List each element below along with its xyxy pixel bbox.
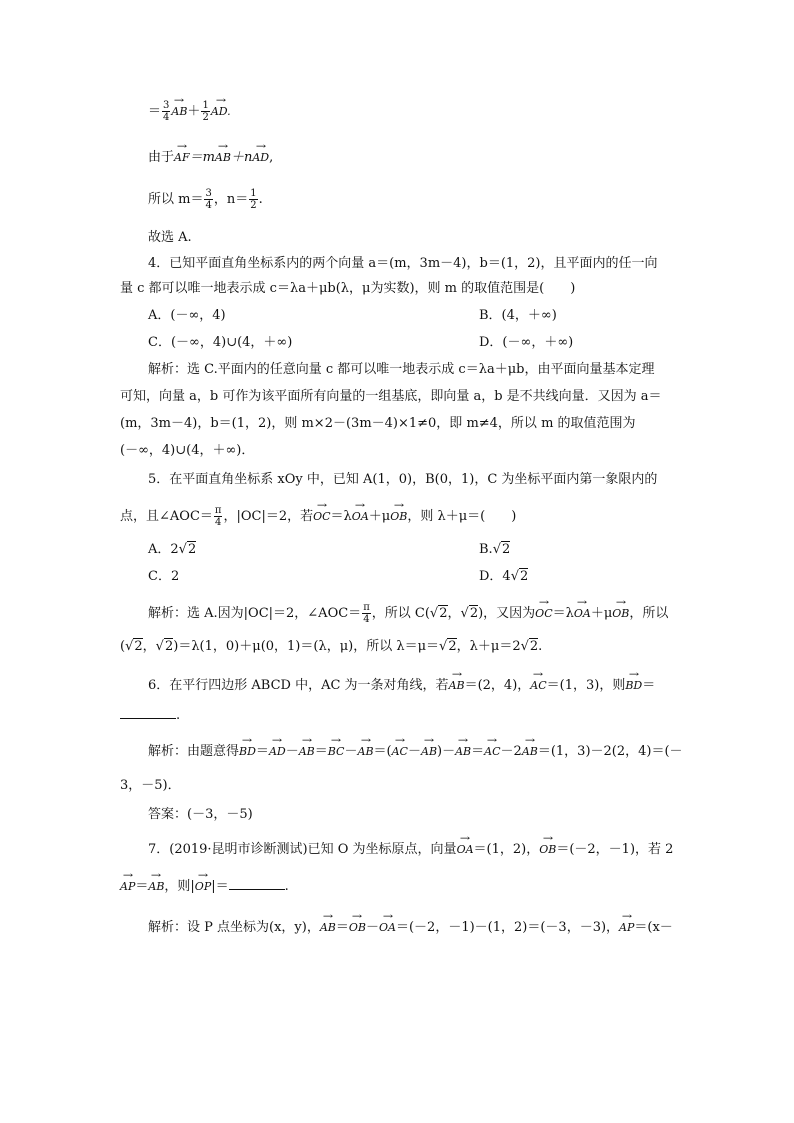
vector: → OA bbox=[352, 507, 369, 527]
q4-option-c: C．(－∞，4)∪(4，＋∞) bbox=[148, 335, 293, 350]
q7-solution-1: 解析：设 P 点坐标为(x，y)，→ AB＝→ OB－→ OA＝(－2，－1)－(1，2)＝(－3，－3)，→ AP＝(x－ bbox=[148, 918, 673, 938]
vector: → OA bbox=[457, 840, 474, 860]
q6-answer: 答案：(－3，－5) bbox=[148, 807, 253, 822]
q6-solution-2: 3，－5)． bbox=[120, 778, 181, 793]
q7-stem-2: → AP＝→ AB，则|→ OP|＝ . bbox=[120, 877, 289, 897]
choice-line: 故选 A. bbox=[148, 230, 192, 245]
text: ＋ bbox=[187, 104, 201, 119]
eq-line-2 bbox=[148, 148, 273, 168]
fraction: $\frac{1}{2}$ bbox=[202, 100, 209, 123]
vector: → BD bbox=[239, 742, 256, 762]
q4-solution-1: 解析：选 C.平面内的任意向量 c 都可以唯一地表示成 c＝λa＋μb，由平面向量基本定理 bbox=[148, 362, 655, 377]
q4-option-b: B．(4，＋∞) bbox=[479, 308, 557, 323]
q5-solution-1: 解析：选 A.因为|OC|＝2，∠AOC＝ $\frac{\pi}{4}$ ，所以 C(√2，√2)，又因为→ OC＝λ→ OA＋μ→ OB，所以 bbox=[148, 602, 668, 625]
q4-stem-1: 4．已知平面直角坐标系内的两个向量 a＝(m，3m－4)，b＝(1，2)，且平面内的任一向 bbox=[148, 256, 658, 271]
vector: → OB bbox=[612, 604, 629, 624]
vector: → AB bbox=[522, 742, 538, 762]
fraction: $\frac{1}{2}$ bbox=[250, 188, 257, 211]
q5-stem-2 bbox=[120, 505, 516, 528]
q6-stem-1: 6．在平行四边形 ABCD 中，AC 为一条对角线，若→ AB＝(2，4)，→ AC＝(1，3)，则→ BD＝ bbox=[148, 676, 655, 696]
vector: → AB bbox=[455, 742, 471, 762]
vector: → AD bbox=[252, 148, 269, 168]
text: . bbox=[258, 192, 263, 207]
text: ＝ bbox=[148, 104, 162, 119]
q5-solution-2: (√2，√2)＝λ(1，0)＋μ(0，1)＝(λ，μ)，所以 λ＝μ＝√2，λ＋μ＝2√2. bbox=[120, 639, 543, 654]
q4-solution-3: (m，3m－4)，b＝(1，2)，则 m×2－(3m－4)×1≠0，即 m≠4，所以 m 的取值范围为 bbox=[120, 416, 636, 431]
text: 点，且∠AOC＝ bbox=[120, 509, 213, 524]
q7-stem-1: 7．(2019·昆明市诊断测试)已知 O 为坐标原点，向量→ OA＝(1，2)，→ OB＝(－2，－1)，若 2 bbox=[148, 840, 673, 860]
answer-blank bbox=[120, 706, 176, 719]
vector: → AB bbox=[171, 102, 187, 122]
q5-option-b: B.√2 bbox=[479, 542, 511, 557]
text: ，|OC|＝2，若 bbox=[223, 509, 314, 524]
vector: → OB bbox=[349, 918, 366, 938]
eq-line-3 bbox=[148, 188, 263, 211]
vector: → AD bbox=[269, 742, 286, 762]
vector: → AB bbox=[358, 742, 374, 762]
vector: → AC bbox=[484, 742, 500, 762]
text: 所以 m＝ bbox=[148, 192, 204, 207]
answer-blank bbox=[229, 877, 285, 890]
text: ＝λ bbox=[330, 509, 352, 524]
vector: → OB bbox=[539, 840, 556, 860]
text: ＝m bbox=[189, 150, 215, 165]
q6-stem-2: . bbox=[120, 706, 180, 726]
text: ，则 λ＋μ＝( ) bbox=[407, 509, 517, 524]
eq-line-1 bbox=[148, 100, 231, 123]
q6-solution-1: 解析：由题意得→ BD＝→ AD－→ AB＝→ BC－→ AB＝(→ AC－→ AB)－→ AB＝→ AC－2→ AB＝(1，3)－2(2，4)＝(－ bbox=[148, 742, 683, 762]
vector: → AB bbox=[215, 148, 231, 168]
text: 由于 bbox=[148, 150, 175, 165]
vector: → OP bbox=[195, 877, 211, 897]
vector: → AD. bbox=[211, 102, 231, 122]
q4-solution-2: 可知，向量 a，b 可作为该平面所有向量的一组基底，即向量 a，b 是不共线向量．又因为 a＝ bbox=[120, 389, 662, 404]
vector: → AB bbox=[299, 742, 315, 762]
vector: → AB bbox=[449, 676, 465, 696]
vector: → BD bbox=[625, 676, 642, 696]
fraction: $\frac{\pi}{4}$ bbox=[214, 505, 222, 528]
text: , bbox=[269, 150, 274, 165]
vector: → AC bbox=[530, 676, 546, 696]
q5-option-c: C．2 bbox=[148, 569, 180, 584]
vector: → AF bbox=[174, 148, 190, 168]
q5-option-a: A．2√2 bbox=[148, 542, 197, 557]
q4-option-a: A．(－∞，4) bbox=[148, 308, 226, 323]
q4-stem-2: 量 c 都可以唯一地表示成 c＝λa＋μb(λ，μ为实数)，则 m 的取值范围是( ) bbox=[120, 281, 576, 296]
fraction: $\frac{\pi}{4}$ bbox=[363, 602, 370, 625]
vector: → AC bbox=[392, 742, 408, 762]
vector: → AB bbox=[320, 918, 336, 938]
vector: → BC bbox=[328, 742, 345, 762]
fraction: $\frac{3}{4}$ bbox=[205, 188, 212, 211]
vector: → OA bbox=[574, 604, 591, 624]
vector: → OC bbox=[535, 604, 552, 624]
fraction: $\frac{3}{4}$ bbox=[163, 100, 170, 123]
q5-option-d: D．4√2 bbox=[479, 569, 529, 584]
vector: → AP bbox=[120, 877, 135, 897]
text: ，n＝ bbox=[213, 192, 249, 207]
vector: → AB bbox=[421, 742, 437, 762]
q4-option-d: D．(－∞，＋∞) bbox=[479, 335, 574, 350]
vector: → OC bbox=[313, 507, 330, 527]
q4-solution-4: (－∞，4)∪(4，＋∞)． bbox=[120, 443, 255, 458]
text: ＋n bbox=[230, 150, 253, 165]
text: ＋μ bbox=[368, 509, 391, 524]
vector: → AP bbox=[619, 918, 634, 938]
vector: → OB bbox=[390, 507, 407, 527]
vector: → AB bbox=[148, 877, 164, 897]
q5-stem-1: 5．在平面直角坐标系 xOy 中，已知 A(1，0)，B(0，1)，C 为坐标平面内第一象限内的 bbox=[148, 472, 658, 487]
vector: → OA bbox=[379, 918, 396, 938]
